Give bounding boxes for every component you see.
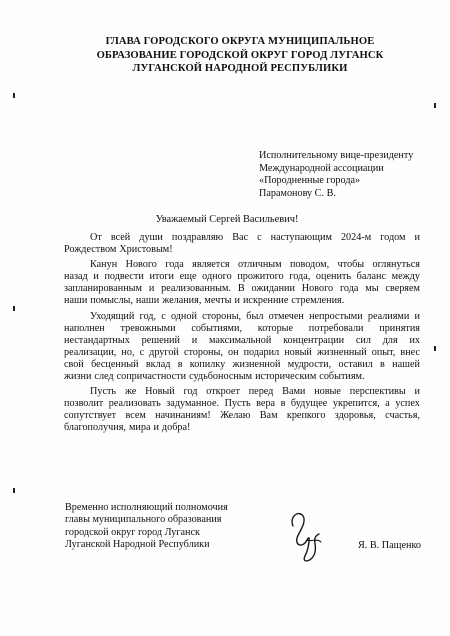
salutation: Уважаемый Сергей Васильевич! [155,214,299,225]
paragraph-line: От всей души поздравляю Вас с наступающим 2024-м годом и [90,232,420,243]
signer-name: Я. В. Пащенко [358,540,421,551]
paragraph-line: Рождеством Христовым! [64,244,173,256]
margin-mark [13,306,15,311]
paragraph-line: реализации, но, с другой стороны, он подарил новый жизненный опыт, внес [64,346,420,358]
signatory-title-line: главы муниципального образования [65,514,222,526]
paragraph-line: Уходящий год, с одной стороны, был отмечен непростыми реалиями и [90,310,420,322]
paragraph-line: сопутствует всем начинаниям! Желаю Вам крепкого здоровья, счастья, [64,410,420,422]
paragraph-line: назад и подвести итоги еще одного прожитого года, оценить баланс между [64,271,420,283]
paragraph [64,259,420,307]
header-line: ГЛАВА ГОРОДСКОГО ОКРУГА МУНИЦИПАЛЬНОЕ [105,36,375,47]
handwritten-signature [285,508,325,566]
paragraph-line: Пусть же Новый год откроет перед Вами новые перспективы и [90,386,420,398]
paragraph [64,386,420,434]
signatory-title-line: городской округ город Луганск [65,526,200,538]
paragraph-line: наполнен тревожными событиями, которые потребовали принятия [64,322,420,334]
signatory-title-line: Луганской Народной Республики [65,539,210,551]
header-line: ЛУГАНСКОЙ НАРОДНОЙ РЕСПУБЛИКИ [132,63,348,74]
paragraph-line: жизни след сопричастности судьбоносным историческим событиям. [64,371,365,383]
paragraph-line: нестандартных решений и максимальной концентрации сил для их [64,334,420,346]
paragraph-line: свой бесценный вклад в копилку жизненной мудрости, оставил в нашей [64,358,420,370]
letter-body [64,232,420,438]
signatory-title-line: Временно исполняющий полномочия [65,502,228,513]
paragraph-line: Канун Нового года является отличным поводом, чтобы оглянуться [90,259,420,271]
addressee-line: Парамонову С. В. [259,187,336,199]
margin-mark [434,346,436,351]
addressee-line: Международной ассоциации [259,162,384,174]
addressee-line: «Породненные города» [259,175,361,187]
addressee-block [259,150,444,200]
addressee-line: Исполнительному вице-президенту [259,150,414,161]
margin-mark [434,103,436,108]
margin-mark [13,488,15,493]
margin-mark [13,93,15,98]
paragraph-line: благополучия, мира и добра! [64,422,191,434]
paragraph [64,311,420,384]
paragraph-line: запланированным и реализованным. В ожидании Нового года мы сверяем [64,283,420,295]
paragraph [64,232,420,256]
signatory-title [65,502,265,552]
paragraph-line: наши помыслы, наши желания, мечты и искренние стремления. [64,295,345,307]
header-line: ОБРАЗОВАНИЕ ГОРОДСКОЙ ОКРУГ ГОРОД ЛУГАНСК [96,49,384,61]
letter-header [95,35,385,76]
paragraph-line: позволит реализовать задуманное. Пусть вера в будущее укрепится, а успех [64,398,420,410]
